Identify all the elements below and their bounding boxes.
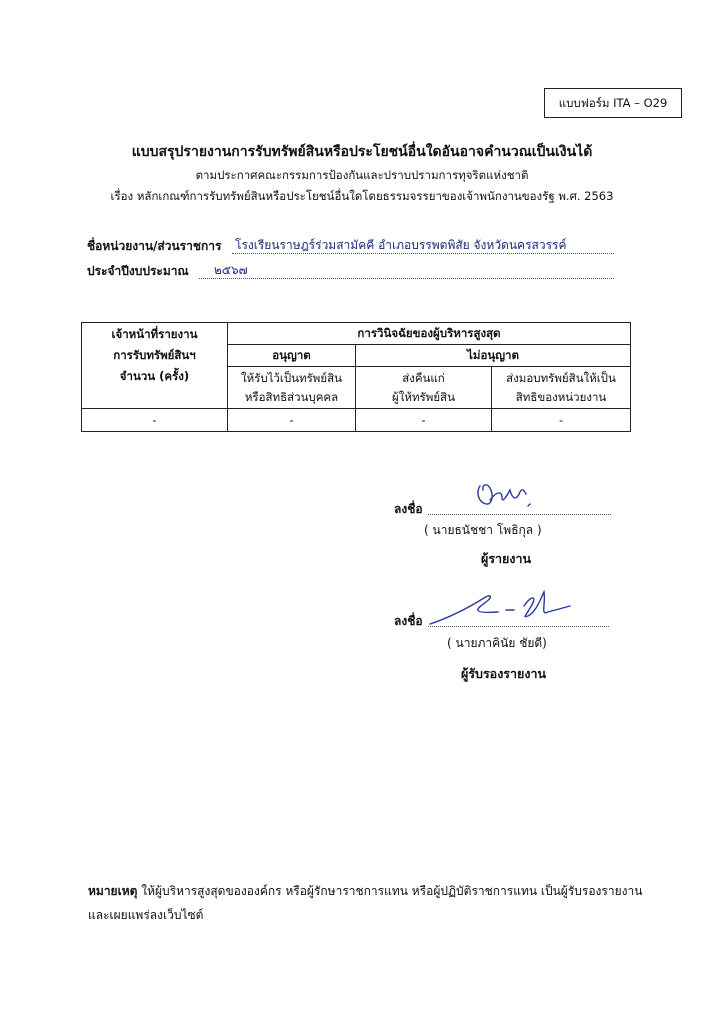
allowed-header: อนุญาต bbox=[228, 345, 356, 367]
fiscal-year-line bbox=[199, 264, 614, 279]
table-cell: - bbox=[228, 409, 356, 432]
certifier-name: ( นายภาคินัย ชัยดี) bbox=[447, 636, 547, 650]
document-subtitle-2: เรื่อง หลักเกณฑ์การรับทรัพย์สินหรือประโยชน์อื่นใดโดยธรรมจรรยาของเจ้าพนักงานของรัฐ พ.ศ. 2563 bbox=[110, 189, 614, 203]
document-subtitle-1: ตามประกาศคณะกรรมการป้องกันและปราบปรามการทุจริตแห่งชาติ bbox=[195, 168, 529, 182]
certifier-role: ผู้รับรองรายงาน bbox=[461, 666, 547, 681]
fiscal-year-value: ๒๕๖๗ bbox=[214, 263, 248, 277]
reporter-count-header-line-3: จำนวน (ครั้ง) bbox=[119, 368, 190, 383]
document-title: แบบสรุปรายงานการรับทรัพย์สินหรือประโยชน์อื่นใดอันอาจคำนวณเป็นเงินได้ bbox=[131, 144, 593, 160]
agency-label: ชื่อหน่วยงาน/ส่วนราชการ bbox=[87, 239, 222, 253]
form-code-box bbox=[544, 88, 682, 118]
reporter-count-header-line-2: การรับทรัพย์สินฯ bbox=[113, 347, 196, 362]
table-cell: - bbox=[82, 409, 228, 432]
handover-to-agency-line-2: สิทธิของหน่วยงาน bbox=[515, 389, 607, 404]
handover-to-agency-line-1: ส่งมอบทรัพย์สินให้เป็น bbox=[506, 370, 616, 385]
footnote-label: หมายเหตุ bbox=[88, 884, 138, 898]
handover-to-agency-cell bbox=[492, 367, 631, 409]
decision-header: การวินิจฉัยของผู้บริหารสูงสุด bbox=[228, 323, 631, 345]
allowed-personal-line-2: หรือสิทธิส่วนบุคคล bbox=[244, 389, 339, 404]
fiscal-year-label: ประจำปีงบประมาณ bbox=[87, 264, 189, 278]
table-cell: - bbox=[356, 409, 492, 432]
allowed-personal-cell bbox=[228, 367, 356, 409]
reporter-count-header-line-1: เจ้าหน้าที่รายงาน bbox=[111, 326, 198, 341]
reporter-name: ( นายธนัชชา โพธิกุล ) bbox=[424, 523, 542, 537]
footnote-text: ให้ผู้บริหารสูงสุดขององค์กร หรือผู้รักษาราชการแทน หรือผู้ปฏิบัติราชการแทน เป็นผู้รับรองรายงานและเผยแพร่ลงเว็บไซต์ bbox=[88, 884, 643, 922]
reporter-count-header bbox=[82, 323, 228, 409]
agency-value: โรงเรียนราษฎร์ร่วมสามัคคี อำเภอบรรพตพิสัย จังหวัดนครสวรรค์ bbox=[235, 238, 567, 252]
reporter-signature bbox=[472, 478, 542, 512]
return-to-giver-line-2: ผู้ให้ทรัพย์สิน bbox=[392, 389, 455, 404]
certifier-sign-label: ลงชื่อ bbox=[394, 614, 423, 628]
footnote bbox=[88, 879, 648, 927]
table-cell: - bbox=[492, 409, 631, 432]
reporter-role: ผู้รายงาน bbox=[481, 551, 532, 566]
not-allowed-header: ไม่อนุญาต bbox=[356, 345, 631, 367]
certifier-signature bbox=[428, 586, 578, 630]
form-code: แบบฟอร์ม ITA – O29 bbox=[558, 96, 668, 110]
return-to-giver-line-1: ส่งคืนแก่ bbox=[402, 370, 445, 385]
reporter-sign-label: ลงชื่อ bbox=[394, 502, 423, 516]
summary-table bbox=[81, 322, 631, 432]
allowed-personal-line-1: ให้รับไว้เป็นทรัพย์สิน bbox=[241, 370, 342, 385]
return-to-giver-cell bbox=[356, 367, 492, 409]
table-row bbox=[82, 409, 631, 432]
